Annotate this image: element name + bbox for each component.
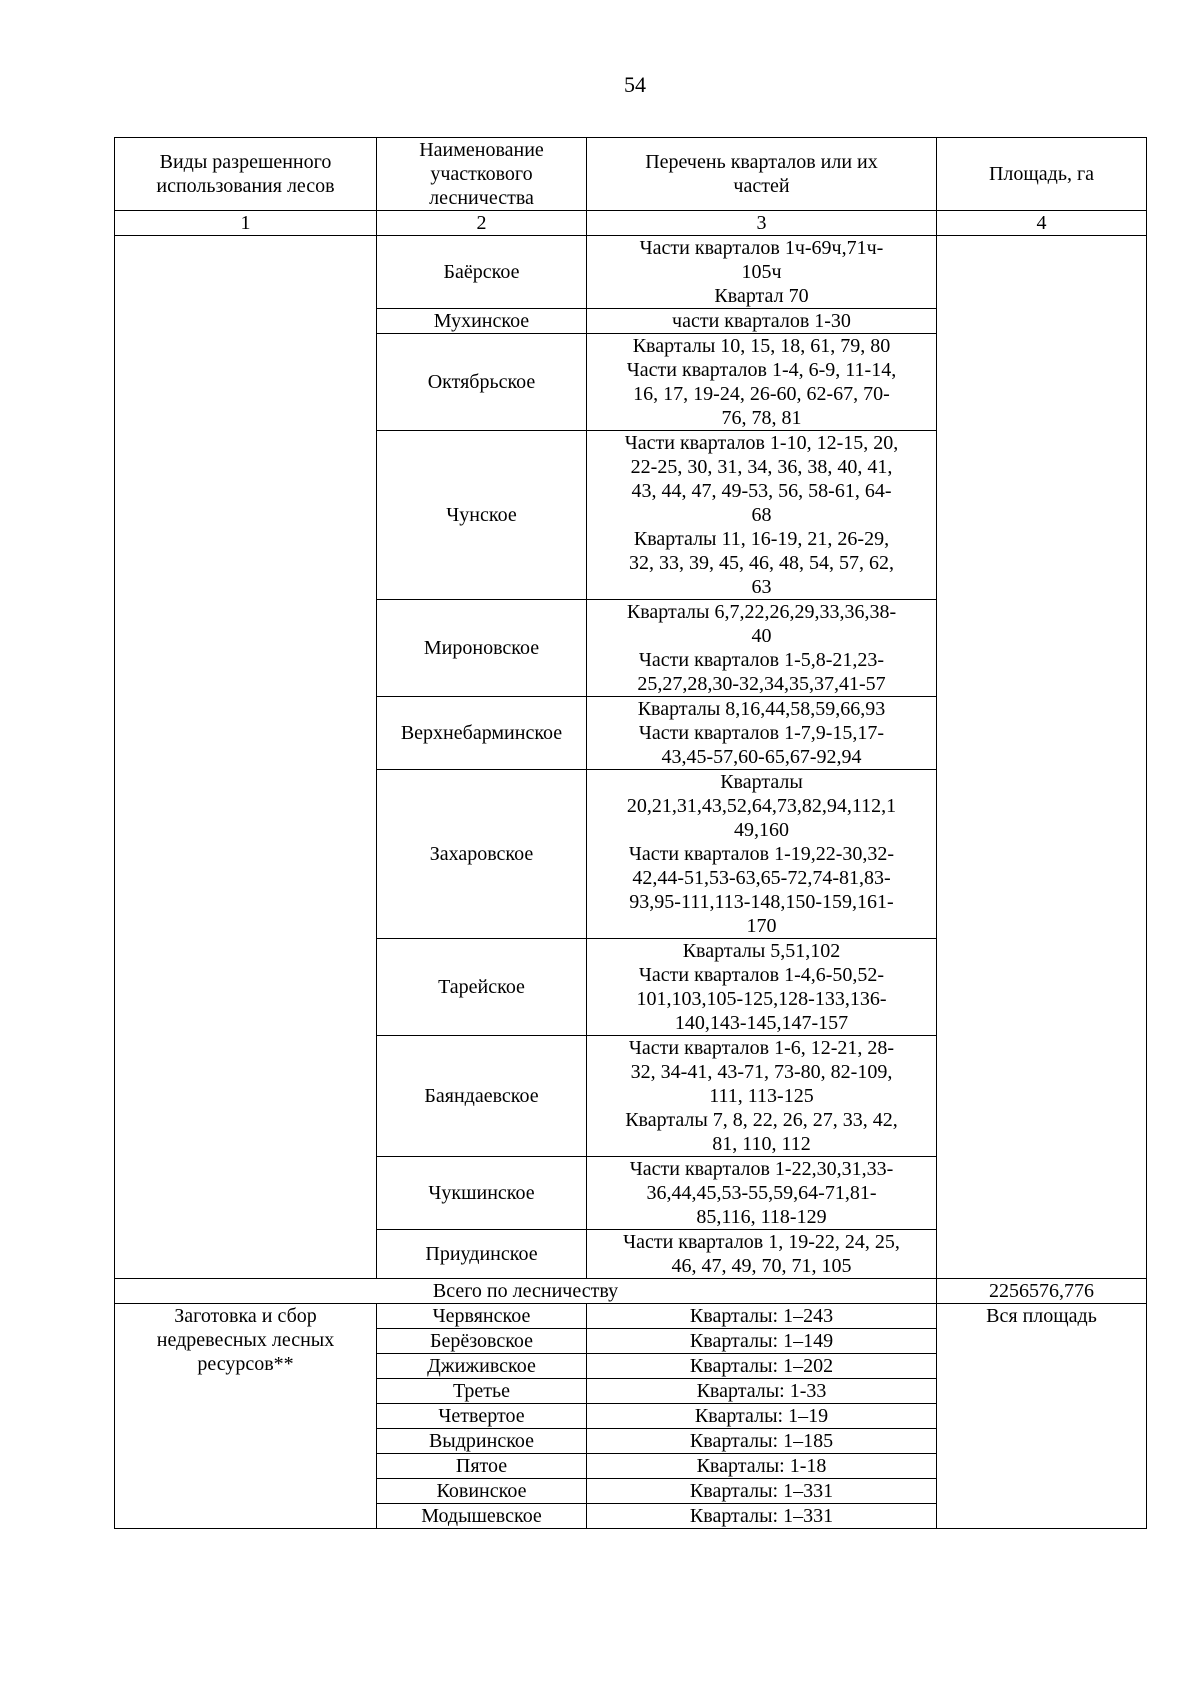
quarters-text: Кварталы: 1–243: [689, 1305, 834, 1327]
header-use-type: Виды разрешенного использования лесов: [115, 138, 377, 211]
column-number-row: [115, 211, 1147, 236]
quarters-cell: [587, 1304, 937, 1329]
quarters-text: Кварталы: 1–149: [689, 1330, 834, 1352]
column-number: 3: [587, 211, 937, 236]
quarters-cell: [587, 1230, 937, 1279]
quarters-text: Части кварталов 1-10, 12-15, 20, 22-25, 30, 31, 34, 36, 38, 40, 41, 43, 44, 47, 49-53, 56, 58-61, 64- 68 Кварталы 11, 16-19, 21, 26-29, 32, 33, 39, 45, 46, 48, 54, 57, 62, 63: [624, 432, 899, 598]
quarters-cell: [587, 1504, 937, 1529]
quarters-text: Кварталы: 1–19: [694, 1405, 829, 1427]
quarters-cell: [587, 1157, 937, 1230]
district-name-cell: Пятое: [377, 1454, 587, 1479]
header-area: Площадь, га: [937, 138, 1147, 211]
quarters-cell: [587, 1479, 937, 1504]
header-row: [115, 138, 1147, 211]
quarters-text: Части кварталов 1-22,30,31,33- 36,44,45,53-55,59,64-71,81- 85,116, 118-129: [629, 1158, 894, 1228]
quarters-text: Кварталы: 1–331: [689, 1505, 834, 1527]
district-name-cell: Верхнебарминское: [377, 697, 587, 770]
total-row: [115, 1279, 1147, 1304]
quarters-text: Кварталы 5,51,102 Части кварталов 1-4,6-50,52- 101,103,105-125,128-133,136- 140,143-145,147-157: [636, 940, 887, 1034]
district-name-cell: Чунское: [377, 431, 587, 600]
district-name-cell: Баёрское: [377, 236, 587, 309]
quarters-text: части кварталов 1-30: [672, 310, 851, 332]
quarters-cell: [587, 600, 937, 697]
header-district-name: Наименование участкового лесничества: [377, 138, 587, 211]
quarters-text: Части кварталов 1ч-69ч,71ч- 105ч Квартал 70: [639, 237, 884, 307]
quarters-cell: [587, 1404, 937, 1429]
page-number: 54: [624, 72, 646, 97]
quarters-cell: [587, 1329, 937, 1354]
total-value: 2256576,776: [937, 1279, 1147, 1304]
use-type-cell: [115, 1304, 377, 1529]
area-cell: Вся площадь: [937, 1304, 1147, 1529]
total-label: Всего по лесничеству: [115, 1279, 937, 1304]
quarters-cell: [587, 1036, 937, 1157]
quarters-cell: [587, 309, 937, 334]
quarters-cell: [587, 1429, 937, 1454]
district-name-cell: Четвертое: [377, 1404, 587, 1429]
quarters-cell: [587, 939, 937, 1036]
quarters-cell: [587, 431, 937, 600]
district-name-cell: Червянское: [377, 1304, 587, 1329]
area-cell: [937, 236, 1147, 1279]
total-body: [115, 1279, 1147, 1304]
district-name-cell: Октябрьское: [377, 334, 587, 431]
district-name-cell: Мироновское: [377, 600, 587, 697]
column-number: 1: [115, 211, 377, 236]
district-name-cell: Приудинское: [377, 1230, 587, 1279]
quarters-text: Кварталы: 1–202: [689, 1355, 834, 1377]
district-name-cell: Третье: [377, 1379, 587, 1404]
district-name-cell: Выдринское: [377, 1429, 587, 1454]
group2-body: [115, 1304, 1147, 1529]
district-name-cell: Джиживское: [377, 1354, 587, 1379]
quarters-cell: [587, 1354, 937, 1379]
table-row: [115, 236, 1147, 309]
header-quarters-list: Перечень кварталов или их частей: [587, 138, 937, 211]
quarters-text: Кварталы 10, 15, 18, 61, 79, 80 Части кварталов 1-4, 6-9, 11-14, 16, 17, 19-24, 26-60, 62-67, 70- 76, 78, 81: [626, 335, 897, 429]
quarters-text: Части кварталов 1, 19-22, 24, 25, 46, 47, 49, 70, 71, 105: [623, 1231, 900, 1277]
district-name-cell: Чукшинское: [377, 1157, 587, 1230]
group1-body: [115, 236, 1147, 1279]
district-name-cell: Ковинское: [377, 1479, 587, 1504]
district-name-cell: Берёзовское: [377, 1329, 587, 1354]
quarters-text: Кварталы 8,16,44,58,59,66,93 Части кварталов 1-7,9-15,17- 43,45-57,60-65,67-92,94: [637, 698, 886, 768]
use-type-cell: [115, 236, 377, 1279]
district-name-cell: Тарейское: [377, 939, 587, 1036]
column-number: 2: [377, 211, 587, 236]
quarters-cell: [587, 1379, 937, 1404]
forest-use-table: [114, 137, 1147, 1529]
use-type-text: Заготовка и сбор недревесных лесных ресурсов**: [156, 1305, 335, 1375]
quarters-text: Кварталы: 1-33: [696, 1380, 827, 1402]
quarters-cell: [587, 236, 937, 309]
quarters-text: Кварталы: 1-18: [696, 1455, 827, 1477]
table-row: [115, 1304, 1147, 1329]
quarters-text: Части кварталов 1-6, 12-21, 28- 32, 34-41, 43-71, 73-80, 82-109, 111, 113-125 Кварталы 7, 8, 22, 26, 27, 33, 42, 81, 110, 112: [625, 1037, 898, 1155]
quarters-cell: [587, 334, 937, 431]
district-name-cell: Захаровское: [377, 770, 587, 939]
column-number: 4: [937, 211, 1147, 236]
quarters-cell: [587, 1454, 937, 1479]
quarters-cell: [587, 697, 937, 770]
quarters-text: Кварталы: 1–331: [689, 1480, 834, 1502]
quarters-text: Кварталы 20,21,31,43,52,64,73,82,94,112,1 49,160 Части кварталов 1-19,22-30,32- 42,44-51,53-63,65-72,74-81,83- 93,95-111,113-148,150-159,161- 170: [626, 771, 897, 937]
quarters-cell: [587, 770, 937, 939]
quarters-text: Кварталы 6,7,22,26,29,33,36,38- 40 Части кварталов 1-5,8-21,23- 25,27,28,30-32,34,35,37,41-57: [626, 601, 897, 695]
quarters-text: Кварталы: 1–185: [689, 1430, 834, 1452]
district-name-cell: Мухинское: [377, 309, 587, 334]
district-name-cell: Баяндаевское: [377, 1036, 587, 1157]
district-name-cell: Модышевское: [377, 1504, 587, 1529]
